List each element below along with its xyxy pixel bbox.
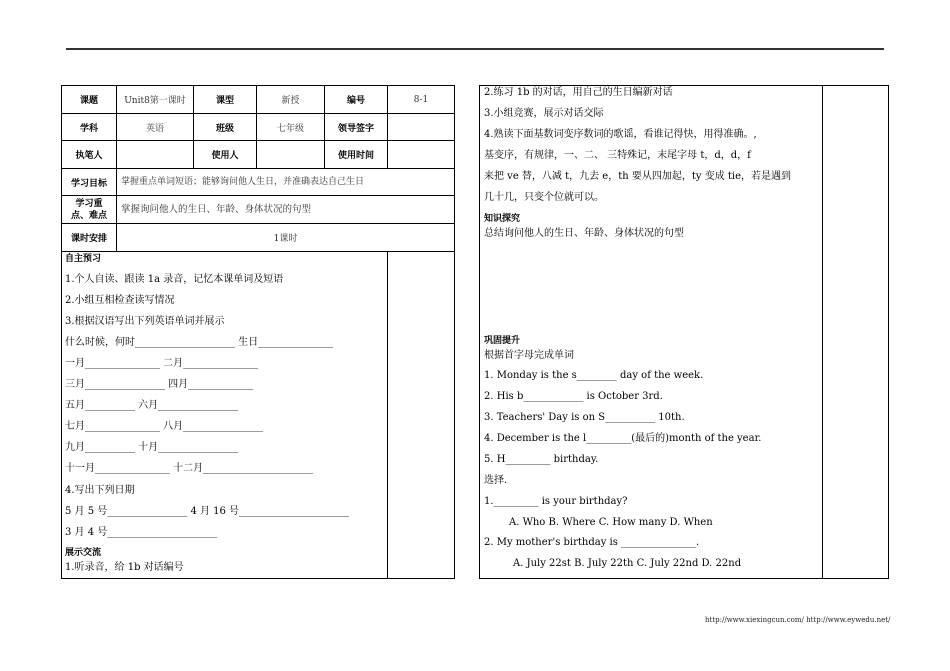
show-heading: 展示交流 (65, 548, 102, 558)
preview-line: 4.写出下列日期 (65, 485, 135, 496)
learning-goal-text: 掌握重点单词短语；能够询问他人生日，并准确表达自己生日 (121, 177, 365, 187)
question-2-options[interactable]: A. July 22st B. July 22th C. July 22nd D. 22nd (513, 558, 742, 569)
value-subject: 英语 (145, 123, 164, 134)
footer-links[interactable]: http://www.xiexingcun.com/ http://www.eywedu.net/ (705, 616, 891, 624)
consolidate-heading: 巩固提升 (484, 336, 521, 346)
value-class: 七年级 (276, 123, 304, 134)
show-line: 1.听录音，给 1b 对话编号 (65, 562, 184, 573)
preview-line[interactable]: 三月________________ 四月_____________ (65, 379, 254, 390)
question-1-options[interactable]: A. Who B. Where C. How many D. When (509, 517, 713, 528)
preview-line[interactable]: 5 月 5 号________________ 4 月 16 号______________________ (65, 506, 350, 517)
preview-heading: 自主预习 (65, 254, 102, 264)
label-number: 编号 (346, 96, 365, 106)
key-label-line2: 点、难点 (70, 210, 107, 221)
explore-heading: 知识探究 (484, 214, 521, 224)
right-line: 4.熟读下面基数词变序数词的歌谣，看谁记得快，用得准确。, (484, 129, 757, 140)
consolidate-intro: 根据首字母完成单词 (484, 350, 574, 361)
value-number: 8-1 (413, 94, 429, 105)
label-use-time: 使用时间 (337, 151, 374, 161)
value-leader-sign[interactable] (388, 114, 454, 140)
label-class: 班级 (215, 123, 234, 134)
rhyme-line: 来把 ve 替，八减 t，九去 e，th 要从四加起，ty 变成 tie，若是遇到 (484, 171, 792, 182)
value-user[interactable] (257, 141, 324, 168)
preview-line[interactable]: 十一月_______________ 十二月______________________ (65, 463, 314, 474)
label-learning-goal: 学习目标 (70, 178, 107, 189)
label-key-points (62, 196, 116, 223)
preview-line[interactable]: 七月_______________ 八月________________ (65, 421, 264, 432)
preview-line: 2.小组互相检查读写情况 (65, 295, 175, 306)
preview-line[interactable]: 3 月 4 号______________________ (65, 527, 218, 538)
preview-line[interactable]: 九月__________ 十月________________ (65, 442, 239, 453)
preview-line[interactable]: 五月__________ 六月________________ (65, 400, 239, 411)
preview-line[interactable]: 一月_______________ 二月_______________ (65, 358, 259, 369)
fill-item[interactable]: 3. Teachers' Day is on S__________ 10th. (484, 412, 685, 423)
label-schedule: 课时安排 (70, 234, 107, 244)
fill-item[interactable]: 1. Monday is the s________ day of the week. (484, 370, 704, 381)
label-lesson-type: 课型 (215, 96, 234, 106)
fill-item[interactable]: 2. His b____________ is October 3rd. (484, 391, 663, 402)
value-author[interactable] (117, 141, 193, 168)
label-subject: 学科 (79, 123, 98, 134)
right-line: 2.练习 1b 的对话，用自己的生日编新对话 (484, 87, 673, 98)
right-line: 3.小组竞赛，展示对话交际 (484, 108, 604, 119)
label-leader-sign: 领导签字 (337, 123, 374, 134)
key-label-line1: 学习重 (75, 198, 103, 209)
label-author: 执笔人 (75, 151, 103, 161)
label-topic: 课题 (79, 96, 98, 106)
explore-text: 总结询问他人的生日、年龄、身体状况的句型 (484, 228, 684, 239)
fill-item[interactable]: 4. December is the l_________(最后的)month of the year. (484, 433, 762, 444)
choose-label: 选择. (484, 475, 508, 486)
rhyme-line: 基变序，有规律，一、二、 三特殊记，末尾字母 t，d，d，f (484, 150, 751, 161)
question-1[interactable]: 1._________ is your birthday? (484, 496, 628, 507)
header-rule (66, 48, 884, 50)
preview-line: 1.个人自读、跟读 1a 录音，记忆本课单词及短语 (65, 274, 284, 285)
value-lesson-type: 新授 (281, 96, 300, 106)
label-user: 使用人 (211, 151, 239, 161)
value-topic: Unit8第一课时 (124, 96, 186, 106)
value-use-time[interactable] (388, 141, 454, 168)
schedule-text: 1课时 (273, 234, 298, 244)
fill-item[interactable]: 5. H_________ birthday. (484, 454, 599, 465)
question-2[interactable]: 2. My mother's birthday is _______________. (484, 537, 700, 548)
preview-line: 3.根据汉语写出下列英语单词并展示 (65, 316, 225, 327)
key-points-text: 掌握询问他人的生日、年龄、身体状况的句型 (121, 204, 312, 215)
rhyme-line: 几十几，只变个位就可以。 (484, 192, 604, 203)
preview-line[interactable]: 什么时候，何时____________________ 生日_______________ (65, 337, 334, 348)
